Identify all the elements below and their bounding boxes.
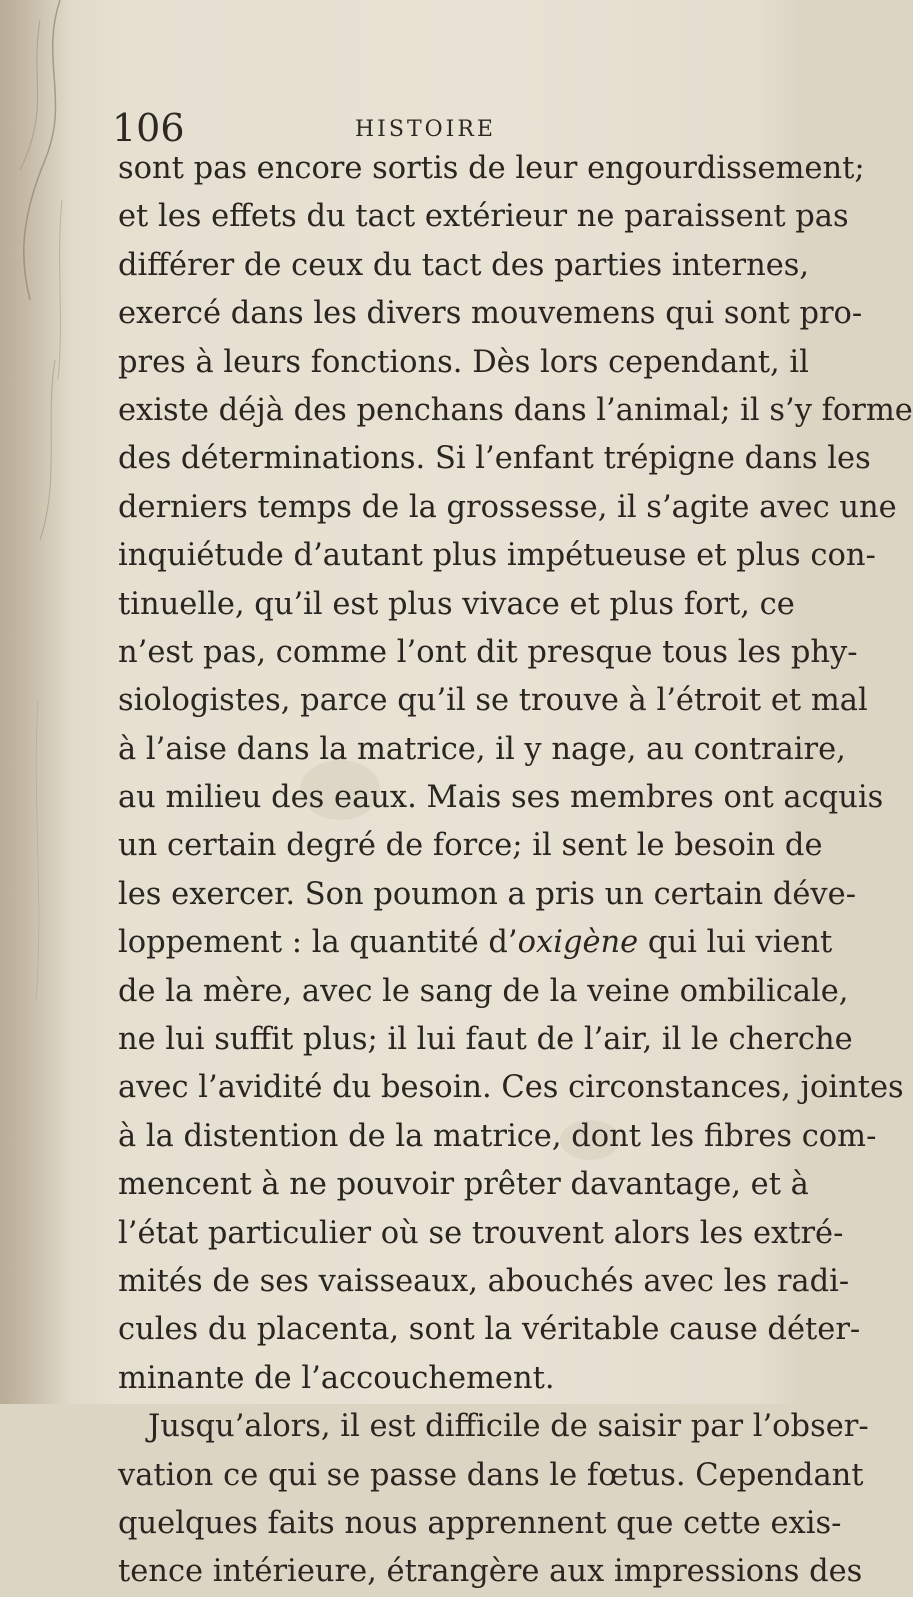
text-line: vation ce qui se passe dans le fœtus. Cependant xyxy=(118,1457,864,1493)
text-line: existe déjà des penchans dans l’animal; il s’y forme xyxy=(118,392,913,428)
text-line: de la mère, avec le sang de la veine ombilicale, xyxy=(118,973,849,1009)
text-line: tinuelle, qu’il est plus vivace et plus fort, ce xyxy=(118,586,795,622)
text-line: sont pas encore sortis de leur engourdissement; xyxy=(118,151,865,186)
text-line: inquiétude d’autant plus impétueuse et plus con- xyxy=(118,538,876,574)
paragraph-end-line: minante de l’accouchement. xyxy=(118,1360,555,1396)
text-line: derniers temps de la grossesse, il s’agite avec une xyxy=(118,489,897,525)
body-text xyxy=(118,145,913,1597)
text-line: et les effets du tact extérieur ne paraissent pas xyxy=(118,199,849,235)
running-head xyxy=(112,108,732,148)
text-line: un certain degré de force; il sent le besoin de xyxy=(118,828,823,864)
text-line: avec l’avidité du besoin. Ces circonstances, jointes xyxy=(118,1070,904,1106)
text-line: exercé dans les divers mouvemens qui sont pro- xyxy=(118,296,863,332)
text-line: mencent à ne pouvoir prêter davantage, et à xyxy=(118,1167,809,1203)
text-line: mités de ses vaisseaux, abouchés avec les radi- xyxy=(118,1263,850,1299)
text-line: à la distention de la matrice, dont les fibres com- xyxy=(118,1118,877,1154)
running-title: HISTOIRE xyxy=(355,117,496,142)
text-line: pres à leurs fonctions. Dès lors cependant, il xyxy=(118,344,809,380)
page-edge-shadow xyxy=(0,0,70,1404)
text-line: à l’aise dans la matrice, il y nage, au contraire, xyxy=(118,731,846,767)
text-line: différer de ceux du tact des parties internes, xyxy=(118,247,810,283)
text-line: tence intérieure, étrangère aux impressions des xyxy=(118,1554,863,1590)
text-line: des déterminations. Si l’enfant trépigne dans les xyxy=(118,441,871,477)
italic-word: oxigène xyxy=(517,925,639,961)
text-line: les exercer. Son poumon a pris un certain déve- xyxy=(118,876,857,912)
paragraph-start-line: Jusqu’alors, il est difficile de saisir par l’obser- xyxy=(148,1409,869,1445)
text-line: siologistes, parce qu’il se trouve à l’étroit et mal xyxy=(118,683,868,719)
page-number: 106 xyxy=(112,106,185,150)
text-line: l’état particulier où se trouvent alors les extré- xyxy=(118,1215,844,1251)
text-line: cules du placenta, sont la véritable cause déter- xyxy=(118,1312,861,1348)
text-line: ne lui suffit plus; il lui faut de l’air, il le cherche xyxy=(118,1022,853,1058)
text-line: au milieu des eaux. Mais ses membres ont acquis xyxy=(118,780,884,816)
text-line: loppement : la quantité d’oxigène qui lui vient xyxy=(118,925,833,961)
text-line: n’est pas, comme l’ont dit presque tous les phy- xyxy=(118,634,858,670)
text-line: quelques faits nous apprennent que cette exis- xyxy=(118,1505,842,1541)
